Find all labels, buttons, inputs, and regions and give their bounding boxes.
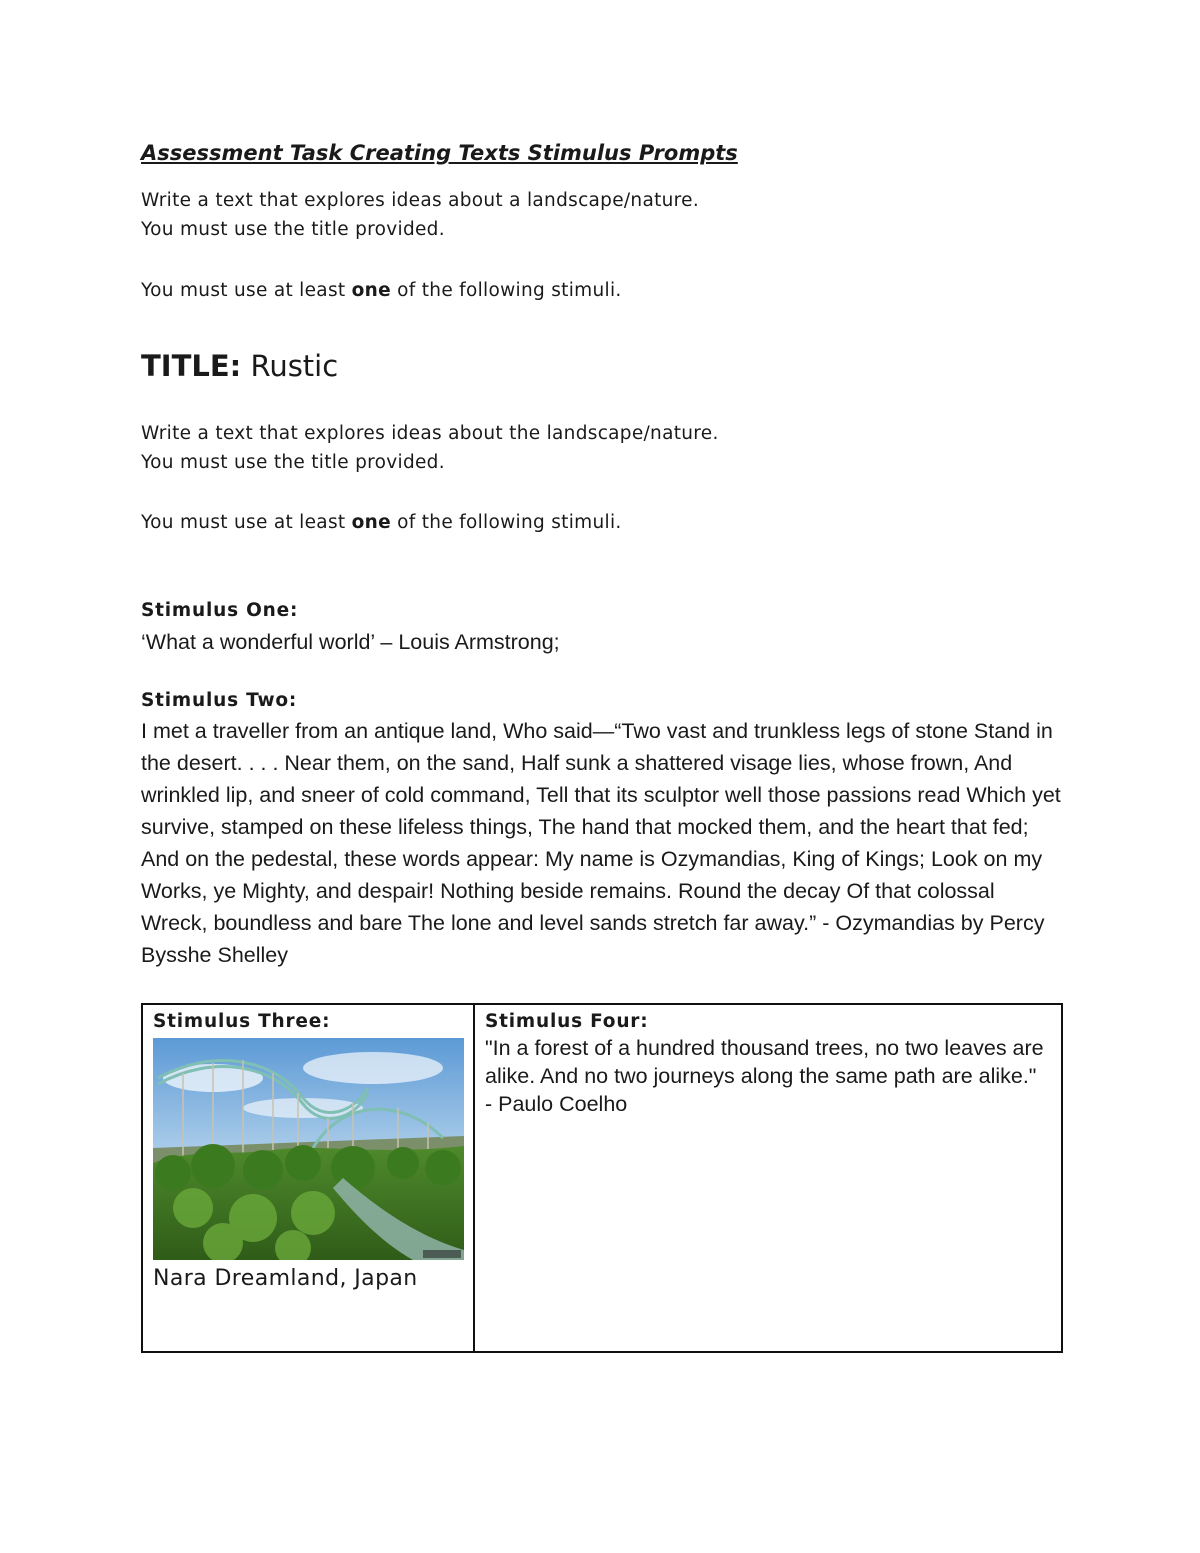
task-title-value: Rustic bbox=[241, 349, 339, 383]
task-title-label: TITLE: bbox=[141, 349, 242, 383]
intro-line-2: You must use the title provided. bbox=[141, 219, 445, 240]
intro-line-3-emphasis: one bbox=[351, 280, 391, 301]
intro-line-3-end: of the following stimuli. bbox=[390, 280, 622, 301]
instructions-line-3 bbox=[141, 512, 622, 533]
stimulus-two-label: Stimulus Two: bbox=[141, 690, 298, 711]
instructions-line-3-start: You must use at least bbox=[141, 512, 352, 533]
stimulus-three-caption: Nara Dreamland, Japan bbox=[153, 1266, 418, 1291]
stimulus-three-label: Stimulus Three: bbox=[153, 1011, 331, 1032]
stimulus-one-label: Stimulus One: bbox=[141, 600, 299, 621]
intro-line-1: Write a text that explores ideas about a landscape/nature. bbox=[141, 190, 700, 211]
instructions-line-1: Write a text that explores ideas about the landscape/nature. bbox=[141, 423, 719, 444]
instructions-line-2: You must use the title provided. bbox=[141, 452, 445, 473]
instructions-line-3-end: of the following stimuli. bbox=[390, 512, 622, 533]
stimulus-two-text: I met a traveller from an antique land, Who said—“Two vast and trunkless legs of stone Stand in the desert. . . . Near them, on the sand, Half sunk a shattered visage lies, whose frown, And wrinkled lip, and sneer of cold command, Tell that its sculptor well those passions read Which yet survive, stamped on these lifeless things, The hand that mocked them, and the heart that fed; And on the pedestal, these words appear: My name is Ozymandias, King of Kings; Look on my Works, ye Mighty, and despair! Nothing beside remains. Round the decay Of that colossal Wreck, boundless and bare The lone and level sands stretch far away.” - Ozymandias by Percy Bysshe Shelley bbox=[141, 719, 1061, 967]
instructions-line-3-emphasis: one bbox=[351, 512, 391, 533]
stimulus-four-text: "In a forest of a hundred thousand trees, no two leaves are alike. And no two journeys along the same path are alike." - Paulo Coelho bbox=[485, 1036, 1044, 1116]
stimulus-four-cell bbox=[474, 1004, 1062, 1352]
stimulus-four-label: Stimulus Four: bbox=[485, 1011, 649, 1032]
stimulus-table bbox=[141, 1003, 1063, 1353]
task-title bbox=[141, 349, 338, 383]
overgrown-rollercoaster-photo bbox=[153, 1038, 464, 1260]
stimulus-one-text: ‘What a wonderful world’ – Louis Armstrong; bbox=[141, 630, 560, 654]
intro-line-3-start: You must use at least bbox=[141, 280, 352, 301]
stimulus-three-cell bbox=[142, 1004, 474, 1352]
page-heading: Assessment Task Creating Texts Stimulus Prompts bbox=[141, 141, 738, 165]
intro-line-3 bbox=[141, 280, 622, 301]
